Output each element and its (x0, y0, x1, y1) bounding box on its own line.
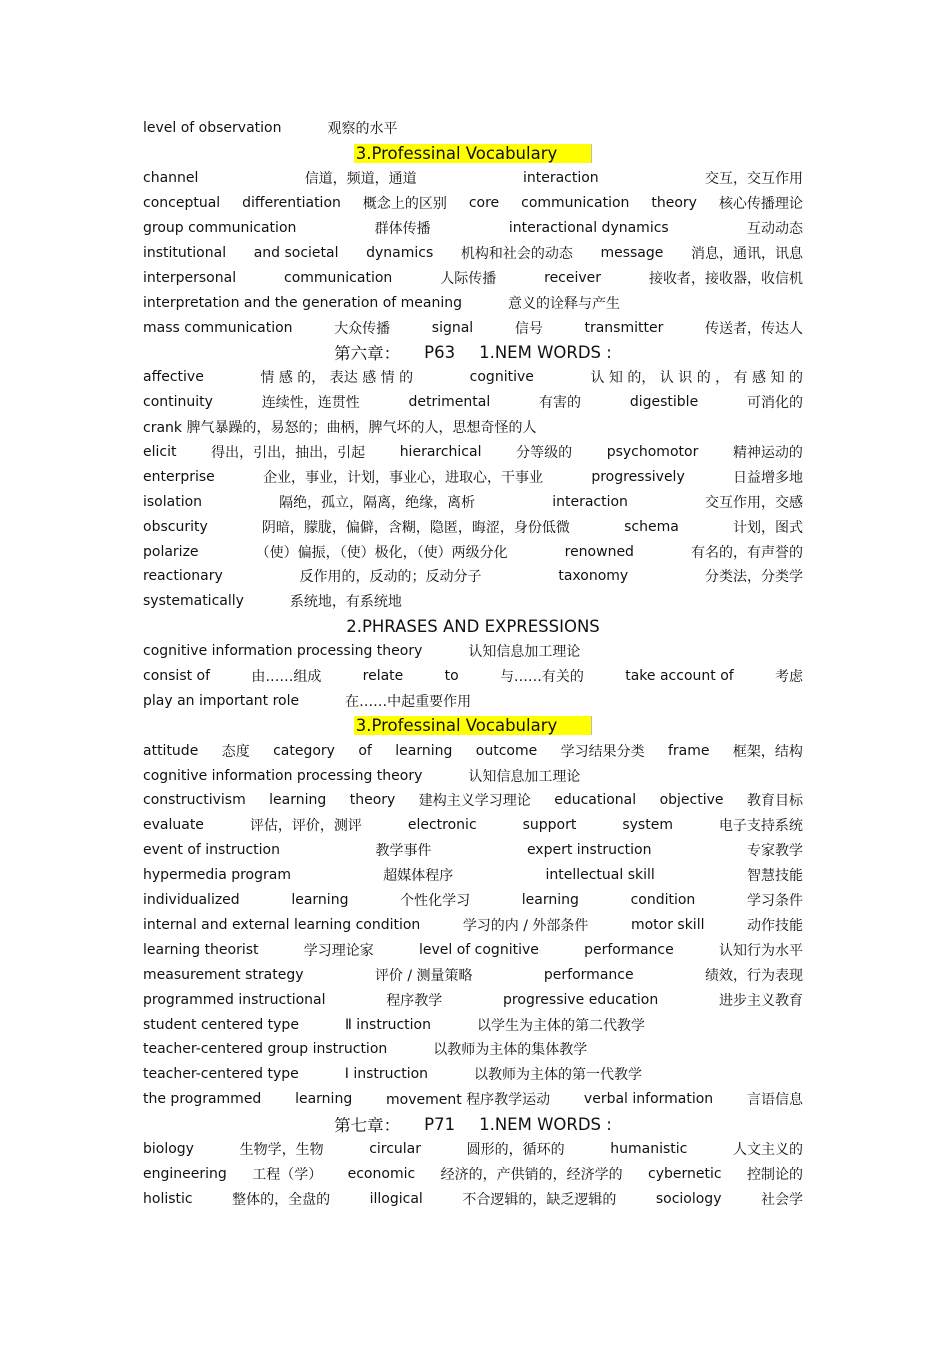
vocab-line (143, 390, 803, 415)
vocab-cell: system (622, 817, 673, 834)
vocab-line (143, 763, 803, 788)
chapter-part: 1.NEM WORDS : (479, 1114, 612, 1134)
vocab-cell: receiver (544, 269, 602, 286)
vocab-cell: 学习的内 / 外部条件 (462, 917, 589, 934)
vocab-cell: 连续性，连贯性 (261, 395, 360, 412)
vocab-cell: the programmed (143, 1091, 262, 1108)
vocab-cell: attitude (143, 742, 199, 759)
section-heading (143, 141, 803, 166)
vocab-cell: 概念上的区别 (362, 196, 447, 213)
vocab-cell: 有名的，有声誉的 (691, 544, 803, 561)
vocab-cell: programmed instructional (143, 991, 326, 1008)
vocab-cell: core (468, 195, 500, 212)
vocab-cell: 评价 / 测量策略 (374, 967, 473, 984)
vocab-cell: 控制论的 (747, 1166, 803, 1183)
vocab-line (143, 1161, 803, 1186)
heading-text: 3.Professinal Vocabulary (354, 144, 593, 163)
vocab-cell: 教学事件 (375, 843, 432, 860)
vocab-cell: 学习结果分类 (560, 743, 645, 760)
vocab-cell: 在……中起重要作用 (345, 693, 472, 710)
vocab-cell: theory (349, 792, 396, 809)
vocab-cell: 反作用的，反动的；反动分子 (299, 569, 482, 586)
vocab-cell: （使）偏振，（使）极化，（使）两级分化 (255, 544, 508, 561)
vocab-cell: 专家教学 (746, 843, 803, 860)
vocab-cell: measurement strategy (143, 966, 304, 983)
vocab-line (143, 589, 803, 614)
vocab-line (143, 290, 803, 315)
vocab-cell: 分等级的 (516, 445, 573, 462)
vocab-cell: illogical (369, 1190, 423, 1207)
vocab-line (143, 962, 803, 987)
vocab-cell: 圆形的，循环的 (466, 1141, 565, 1158)
vocab-cell: 经济的，产供销的，经济学的 (440, 1166, 623, 1183)
vocab-cell: interaction (552, 493, 628, 510)
vocab-cell: differentiation (242, 195, 341, 212)
vocab-cell: affective (143, 369, 204, 386)
vocab-cell: condition (630, 892, 696, 909)
vocab-line (143, 514, 803, 539)
vocab-cell: psychomotor (606, 444, 699, 461)
vocab-cell: 阴暗，朦胧，偏僻，含糊，隐匿，晦涩，身份低微 (261, 519, 570, 536)
section-heading (143, 713, 803, 738)
vocab-cell: obscurity (143, 518, 208, 535)
vocab-cell: outcome (475, 742, 538, 759)
vocab-line (143, 863, 803, 888)
vocab-cell: 整体的，全盘的 (232, 1191, 331, 1208)
vocab-cell: teacher-centered type (143, 1066, 299, 1083)
vocab-cell: learning (269, 792, 327, 809)
vocab-cell: 绩效，行为表现 (704, 967, 803, 984)
chapter-part: P63 (424, 342, 456, 362)
vocab-cell: economic (347, 1165, 416, 1182)
vocab-cell: 交互作用，交感 (705, 494, 803, 511)
vocab-cell: continuity (143, 394, 213, 411)
vocab-cell: dynamics (366, 244, 434, 261)
vocab-cell: 信号 (514, 320, 543, 337)
vocab-cell: circular (369, 1140, 422, 1157)
chapter-heading (143, 340, 803, 365)
document-page (143, 116, 803, 1211)
vocab-cell: 认知信息加工理论 (468, 768, 581, 785)
vocab-line (143, 813, 803, 838)
vocab-line (143, 415, 803, 440)
vocab-cell: support (522, 817, 577, 834)
vocab-line (143, 838, 803, 863)
vocab-cell: detrimental (408, 394, 491, 411)
vocab-line (143, 788, 803, 813)
vocab-cell: message (600, 244, 664, 261)
vocab-cell: learning (395, 742, 453, 759)
vocab-cell: Ⅰ instruction (344, 1066, 429, 1083)
vocab-cell: 群体传播 (374, 221, 431, 237)
vocab-line (143, 464, 803, 489)
vocab-cell: individualized (143, 892, 240, 909)
chapter-part: P71 (424, 1114, 456, 1134)
vocab-cell: 认 知 的， 认 识 的 ， 有 感 知 的 (590, 370, 803, 387)
vocab-cell: 消息，通讯，讯息 (690, 245, 803, 262)
vocab-line (143, 564, 803, 589)
vocab-cell: 考虑 (775, 669, 803, 686)
vocab-cell: relate (362, 668, 404, 685)
vocab-cell: 社会学 (761, 1191, 803, 1208)
vocab-cell: 态度 (221, 743, 250, 760)
vocab-cell: learning theorist (143, 941, 259, 958)
vocab-cell: 建构主义学习理论 (418, 793, 531, 810)
vocab-cell: cognitive (469, 369, 534, 386)
vocab-cell: 人文主义的 (732, 1141, 803, 1158)
vocab-line (143, 1062, 803, 1087)
vocab-cell: 系统地，有系统地 (289, 594, 402, 611)
vocab-line (143, 639, 803, 664)
vocab-cell: 分类法，分类学 (704, 569, 803, 586)
vocab-cell: 交互，交互作用 (704, 171, 803, 188)
vocab-cell: renowned (564, 543, 634, 560)
vocab-cell: objective (659, 792, 724, 809)
vocab-cell: schema (624, 518, 679, 535)
vocab-cell: crank 脾气暴躁的，易怒的；曲柄，脾气坏的人，思想奇怪的人 (143, 420, 537, 437)
vocab-cell: 计划，图式 (732, 519, 803, 536)
vocab-cell: digestible (629, 394, 699, 411)
vocab-cell: 生物学，生物 (239, 1141, 324, 1158)
chapter-part: 1.NEM WORDS : (479, 342, 612, 362)
vocab-cell: 以教师为主体的第一代教学 (474, 1067, 643, 1084)
vocab-cell: 由……组成 (251, 669, 322, 686)
vocab-cell: verbal information (583, 1091, 714, 1108)
vocab-cell: interactional dynamics (508, 220, 669, 236)
vocab-cell: electronic (407, 817, 477, 834)
vocab-cell: institutional (143, 244, 227, 261)
vocab-line (143, 987, 803, 1012)
vocab-cell: 教育目标 (746, 793, 803, 810)
vocab-cell: 互动动态 (746, 221, 803, 237)
vocab-cell: holistic (143, 1190, 193, 1207)
vocab-line (143, 888, 803, 913)
vocab-line (143, 1137, 803, 1162)
vocab-cell: 工程（学） (252, 1166, 323, 1183)
vocab-cell: constructivism (143, 792, 246, 809)
vocab-cell: 认知行为水平 (718, 942, 803, 959)
vocab-cell: mass communication (143, 319, 293, 336)
vocab-cell: 以教师为主体的集体教学 (433, 1042, 588, 1059)
vocab-cell: cognitive information processing theory (143, 767, 423, 784)
vocab-line (143, 240, 803, 265)
vocab-cell: 传送者，传达人 (704, 320, 803, 337)
vocab-line (143, 166, 803, 191)
vocab-cell: hypermedia program (143, 867, 291, 884)
vocab-cell: intellectual skill (545, 867, 655, 884)
vocab-cell: elicit (143, 444, 177, 461)
vocab-cell: 评估，评价，测评 (249, 818, 362, 835)
vocab-cell: Ⅱ instruction (344, 1016, 431, 1033)
vocab-cell: biology (143, 1140, 194, 1157)
vocab-line (143, 265, 803, 290)
vocab-cell: signal (431, 319, 474, 336)
vocab-cell: 隔绝，孤立，隔离，绝缘，离析 (279, 494, 476, 511)
vocab-cell: 学习理论家 (303, 942, 374, 959)
vocab-cell: cognitive information processing theory (143, 643, 423, 660)
vocab-cell: 大众传播 (334, 320, 391, 337)
vocab-cell: category (273, 742, 335, 759)
vocab-line (143, 664, 803, 689)
vocab-cell: 框架，结构 (732, 743, 803, 760)
vocab-line (143, 365, 803, 390)
vocab-line (143, 216, 803, 241)
vocab-cell: isolation (143, 493, 203, 510)
vocab-cell: teacher-centered group instruction (143, 1041, 388, 1058)
heading-text: 3.Professinal Vocabulary (354, 716, 593, 735)
vocab-cell: systematically (143, 593, 244, 610)
vocab-cell: 意义的诠释与产生 (508, 295, 621, 312)
vocab-cell: expert instruction (526, 842, 652, 859)
vocab-cell: 与……有关的 (499, 669, 584, 686)
vocab-cell: movement 程序教学运动 (385, 1092, 551, 1109)
vocab-cell: 核心传播理论 (718, 196, 803, 213)
vocab-cell: educational (554, 792, 637, 809)
vocab-cell: learning (291, 892, 349, 909)
vocab-line (143, 116, 803, 141)
vocab-cell: 有害的 (539, 395, 582, 412)
vocab-cell: 情 感 的， 表达 感 情 的 (260, 370, 414, 387)
vocab-cell: interaction (522, 170, 599, 187)
vocab-cell: 信道，频道，通道 (304, 171, 417, 188)
vocab-cell: engineering (143, 1165, 227, 1182)
vocab-cell: conceptual (143, 195, 221, 212)
vocab-line (143, 315, 803, 340)
vocab-cell: enterprise (143, 468, 215, 485)
vocab-cell: 认知信息加工理论 (468, 644, 581, 661)
vocab-cell: 日益增多地 (733, 469, 803, 486)
vocab-cell: event of instruction (143, 842, 280, 859)
vocab-line (143, 1087, 803, 1112)
vocab-cell: hierarchical (399, 444, 482, 461)
vocab-cell: 进步主义教育 (718, 992, 803, 1009)
vocab-cell: performance (584, 941, 674, 958)
vocab-line (143, 1186, 803, 1211)
vocab-cell: 接收者，接收器，收信机 (648, 270, 803, 287)
vocab-cell: play an important role (143, 692, 300, 709)
section-heading (143, 614, 803, 639)
vocab-cell: communication (521, 195, 630, 212)
vocab-cell: progressively (591, 468, 685, 485)
vocab-cell: taxonomy (558, 568, 629, 585)
vocab-cell: 得出，引出，抽出，引起 (211, 445, 366, 462)
vocab-cell: sociology (655, 1190, 722, 1207)
vocab-cell: theory (651, 195, 697, 212)
chapter-part: 第六章： (334, 344, 401, 364)
chapter-heading (143, 1112, 803, 1137)
vocab-cell: 个性化学习 (400, 893, 471, 910)
vocab-line (143, 191, 803, 216)
vocab-line (143, 1012, 803, 1037)
vocab-cell: cybernetic (648, 1165, 722, 1182)
vocab-cell: level of observation (143, 120, 282, 137)
vocab-cell: group communication (143, 220, 297, 236)
vocab-cell: channel (143, 170, 199, 187)
vocab-cell: humanistic (610, 1140, 688, 1157)
vocab-cell: 以学生为主体的第二代教学 (476, 1017, 645, 1034)
vocab-cell: performance (543, 966, 634, 983)
vocab-cell: progressive education (503, 991, 659, 1008)
vocab-cell: frame (668, 742, 710, 759)
vocab-cell: 动作技能 (746, 917, 803, 934)
vocab-line (143, 738, 803, 763)
vocab-cell: transmitter (584, 319, 664, 336)
vocab-cell: 言语信息 (746, 1092, 803, 1109)
vocab-cell: polarize (143, 543, 199, 560)
vocab-cell: interpersonal (143, 269, 237, 286)
vocab-cell: of (358, 742, 372, 759)
vocab-cell: motor skill (630, 916, 705, 933)
vocab-cell: 观察的水平 (327, 121, 398, 138)
vocab-cell: level of cognitive (418, 941, 539, 958)
vocab-cell: interpretation and the generation of meaning (143, 294, 463, 311)
vocab-cell: consist of (143, 668, 211, 685)
vocab-cell: student centered type (143, 1016, 299, 1033)
vocab-cell: communication (284, 269, 393, 286)
vocab-cell: 可消化的 (746, 395, 803, 412)
vocab-cell: 精神运动的 (732, 445, 803, 462)
vocab-line (143, 1037, 803, 1062)
vocab-cell: 智慧技能 (747, 868, 803, 885)
vocab-cell: to (444, 668, 459, 685)
heading-text: 2.PHRASES AND EXPRESSIONS (346, 616, 600, 636)
vocab-cell: learning (521, 892, 579, 909)
vocab-cell: 企业，事业，计划，事业心，进取心，干事业 (263, 469, 544, 486)
vocab-line (143, 440, 803, 465)
vocab-cell: 程序教学 (386, 992, 443, 1009)
vocab-cell: internal and external learning condition (143, 916, 421, 933)
vocab-line (143, 489, 803, 514)
vocab-cell: evaluate (143, 817, 204, 834)
vocab-cell: 人际传播 (440, 270, 497, 287)
vocab-line (143, 913, 803, 938)
vocab-cell: and societal (253, 244, 339, 261)
vocab-line (143, 937, 803, 962)
vocab-cell: take account of (625, 668, 734, 685)
chapter-part: 第七章： (334, 1116, 401, 1136)
vocab-cell: 电子支持系统 (718, 818, 803, 835)
vocab-cell: 学习条件 (746, 893, 803, 910)
vocab-cell: 机构和社会的动态 (460, 245, 573, 262)
vocab-line (143, 539, 803, 564)
vocab-cell: 不合逻辑的，缺乏逻辑的 (462, 1191, 617, 1208)
vocab-line (143, 688, 803, 713)
vocab-cell: learning (295, 1091, 353, 1108)
vocab-cell: 超媒体程序 (383, 868, 454, 885)
vocab-cell: reactionary (143, 568, 223, 585)
